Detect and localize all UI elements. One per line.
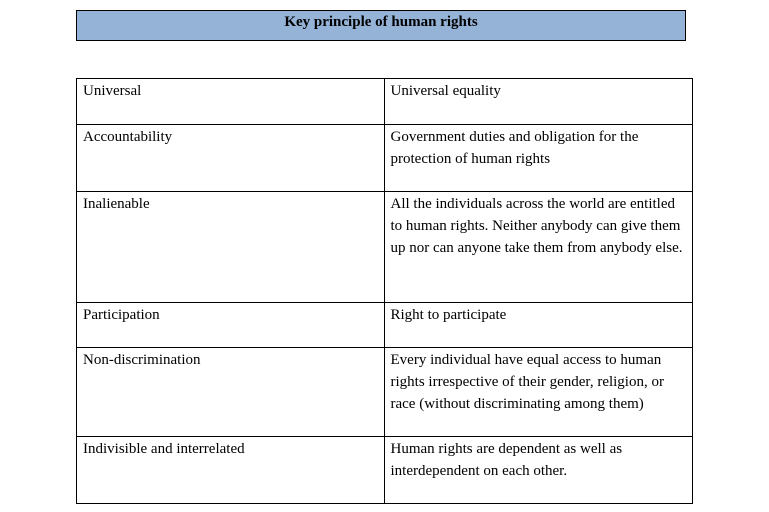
table-row [77,192,693,303]
principle-cell: Accountability [77,125,385,192]
table-row [77,437,693,504]
table-row [77,79,693,125]
description-cell: All the individuals across the world are entitled to human rights. Neither anybody can give them up nor can anyone take them from anybody else. [384,192,693,303]
description-cell: Right to participate [384,303,693,348]
principle-cell: Indivisible and interrelated [77,437,385,504]
table-row [77,303,693,348]
description-cell: Every individual have equal access to human rights irrespective of their gender, religion, or race (without discriminating among them) [384,348,693,437]
description-cell: Universal equality [384,79,693,125]
principle-cell: Universal [77,79,385,125]
description-cell: Human rights are dependent as well as interdependent on each other. [384,437,693,504]
principles-table [76,78,693,504]
table-row [77,348,693,437]
description-cell: Government duties and obligation for the protection of human rights [384,125,693,192]
principle-cell: Inalienable [77,192,385,303]
table-title: Key principle of human rights [76,10,686,41]
table-row [77,125,693,192]
principle-cell: Non-discrimination [77,348,385,437]
principle-cell: Participation [77,303,385,348]
